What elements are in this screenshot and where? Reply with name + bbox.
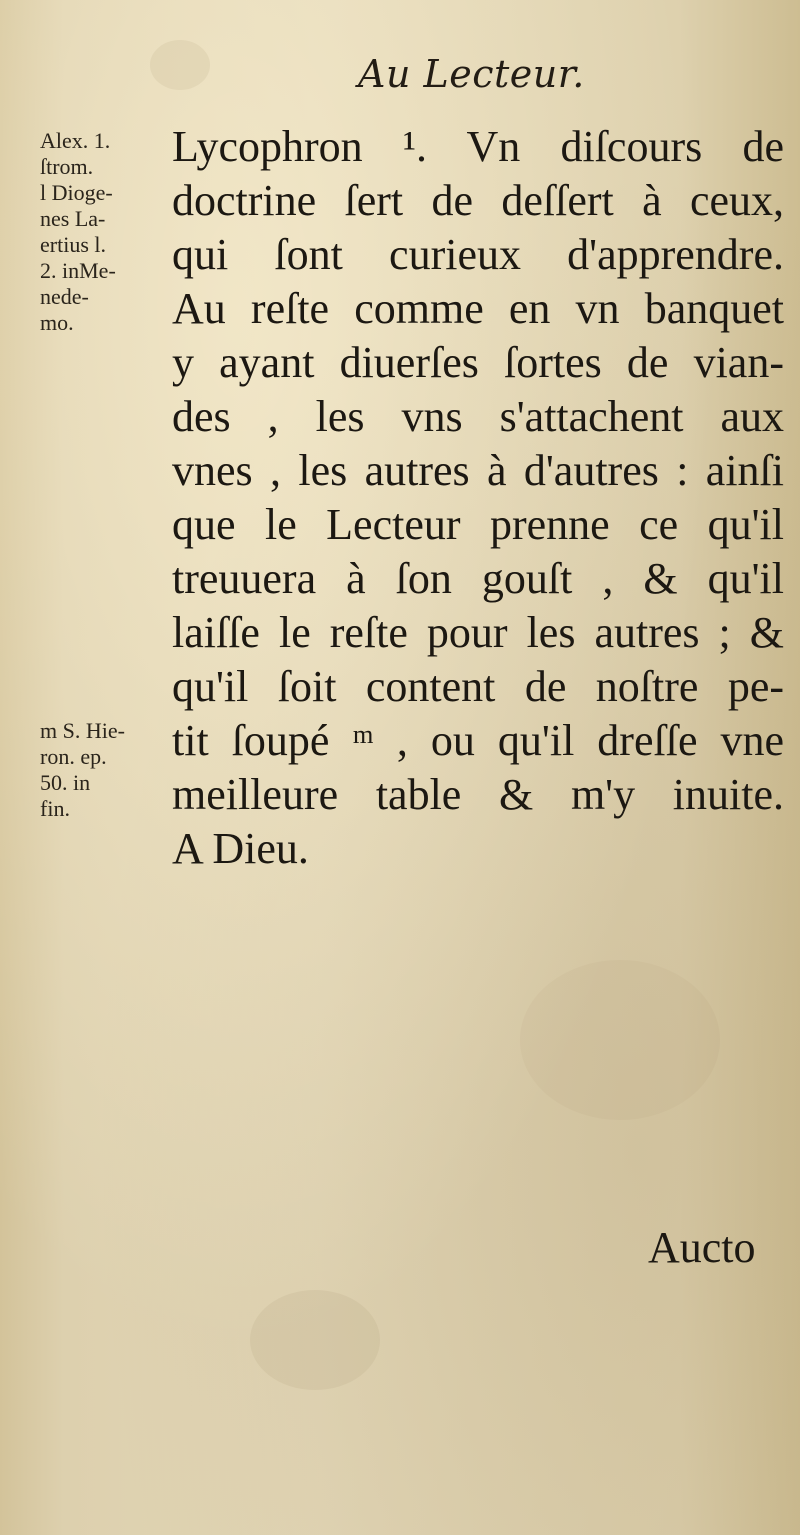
text-line: qu'il ſoit content de noſtre pe- — [172, 662, 784, 711]
margin-note-m — [40, 718, 158, 822]
text-line: A Dieu. — [172, 824, 309, 873]
text-line: treuuera à ſon gouſt , & qu'il — [172, 554, 784, 603]
margin-note-l — [40, 128, 158, 336]
paper-stain — [150, 40, 210, 90]
margin-note-line: fin. — [40, 796, 70, 821]
text-line: Lycophron ¹. Vn diſcours de — [172, 122, 784, 171]
margin-note-line: ron. ep. — [40, 744, 107, 769]
text-line: que le Lecteur prenne ce qu'il — [172, 500, 784, 549]
margin-note-line: nede- — [40, 284, 89, 309]
text-line: doctrine ſert de deſſert à ceux, — [172, 176, 784, 225]
text-line: meilleure table & m'y inuite. — [172, 770, 784, 819]
text-line: tit ſoupé ᵐ , ou qu'il dreſſe vne — [172, 716, 784, 765]
catchword: Aucto — [648, 1223, 756, 1272]
text-line: qui ſont curieux d'apprendre. — [172, 230, 784, 279]
margin-note-line: ertius l. — [40, 232, 106, 257]
text-line: des , les vns s'attachent aux — [172, 392, 784, 441]
text-line: Au reſte comme en vn banquet — [172, 284, 784, 333]
margin-note-line: nes La- — [40, 206, 106, 231]
margin-note-line: Alex. 1. — [40, 128, 111, 153]
margin-note-line: l Dioge- — [40, 180, 113, 205]
margin-note-line: 50. in — [40, 770, 91, 795]
margin-note-line: 2. inMe- — [40, 258, 116, 283]
text-line: laiſſe le reſte pour les autres ; & — [172, 608, 784, 657]
margin-note-line: mo. — [40, 310, 74, 335]
paper-stain — [520, 960, 720, 1120]
text-line: vnes , les autres à d'autres : ainſi — [172, 446, 784, 495]
margin-note-line: m S. Hie- — [40, 718, 125, 743]
main-text — [172, 120, 784, 876]
running-header: Au Lecteur. — [358, 52, 585, 96]
margin-note-line: ſtrom. — [40, 154, 94, 179]
text-line: y ayant diuerſes ſortes de vian- — [172, 338, 784, 387]
paper-stain — [250, 1290, 380, 1390]
